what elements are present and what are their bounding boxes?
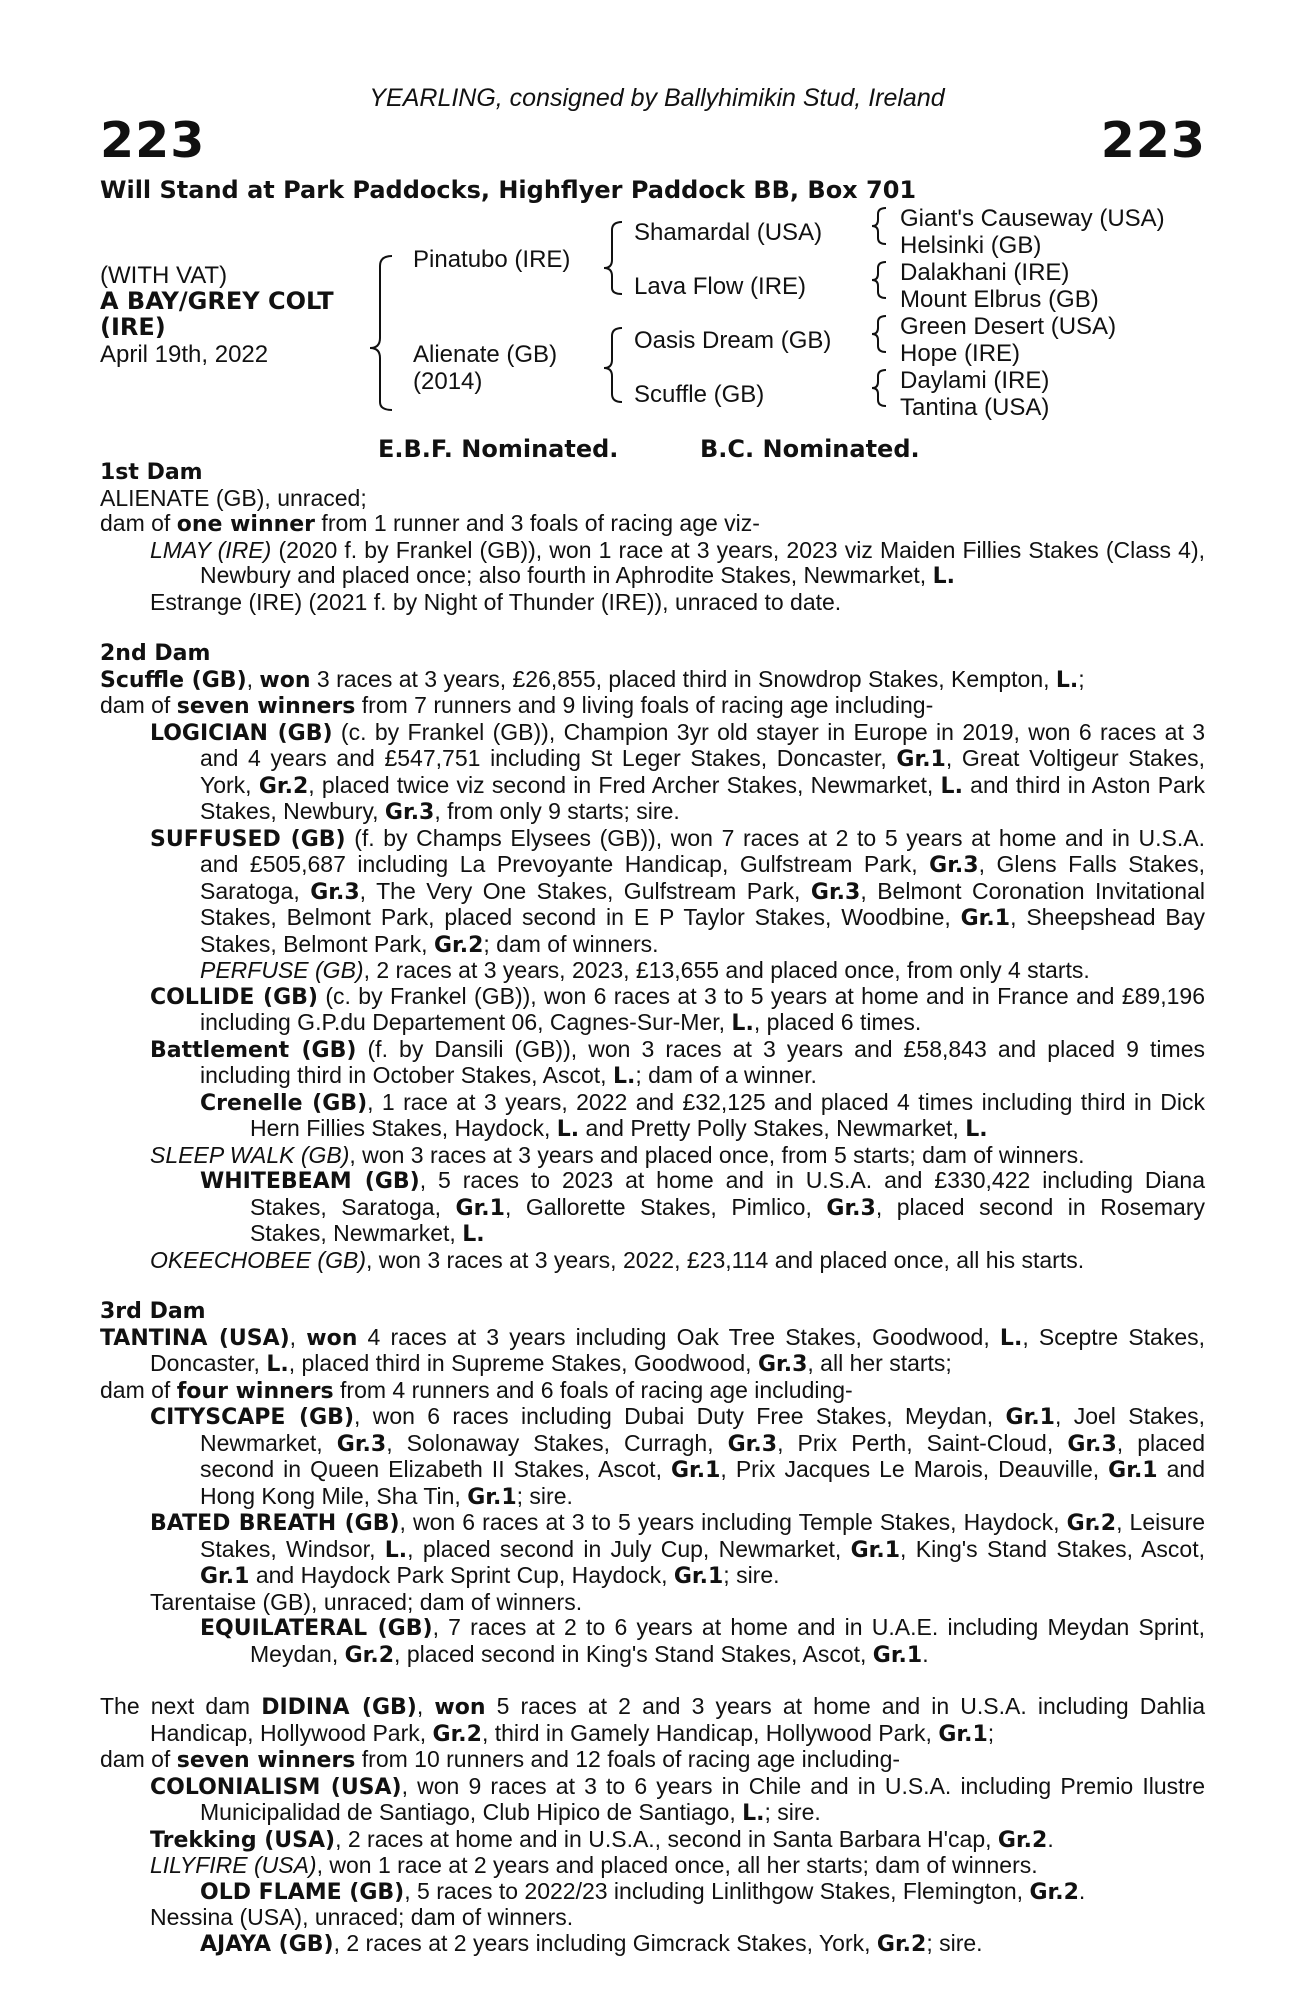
list-item: LILYFIRE (USA), won 1 race at 2 years and placed once, all her starts; dam of winners. bbox=[150, 1852, 1038, 1878]
dam-sire-sire: Green Desert (USA) bbox=[900, 313, 1117, 340]
list-item: BATED BREATH (GB), won 6 races at 3 to 5 years including Temple Stakes, Haydock, Gr.2, Leisure Stakes, Windsor, L., placed second in July Cup, Newmarket, Gr.1, King's Stand Stakes, Ascot, Gr.1 and Haydock Park Sprint Cup, Haydock, Gr.1; sire. bbox=[150, 1509, 1205, 1589]
list-item: Nessina (USA), unraced; dam of winners. bbox=[150, 1904, 574, 1930]
horse-description-origin: (IRE) bbox=[100, 313, 166, 341]
list-item: OKEECHOBEE (GB), won 3 races at 3 years, 2022, £23,114 and placed once, all his starts. bbox=[150, 1246, 1085, 1273]
dam-dam-sire: Daylami (IRE) bbox=[900, 367, 1050, 394]
next-dam-line: The next dam DIDINA (GB), won 5 races at 2 and 3 years at home and in U.S.A. including Dahlia Handicap, Hollywood Park, Gr.2, third in Gamely Handicap, Hollywood Park, Gr.1; bbox=[100, 1693, 1205, 1747]
ebf-nomination: E.B.F. Nominated. bbox=[378, 435, 619, 463]
sire-sire-dam: Helsinki (GB) bbox=[900, 232, 1042, 259]
first-dam-heading: 1st Dam bbox=[100, 460, 203, 485]
bc-nomination: B.C. Nominated. bbox=[700, 435, 920, 463]
sire-dam: Lava Flow (IRE) bbox=[634, 273, 807, 300]
dam-dam: Scuffle (GB) bbox=[634, 381, 765, 408]
first-dam-line: ALIENATE (GB), unraced; bbox=[100, 484, 367, 511]
lot-number-left: 223 bbox=[100, 112, 206, 169]
list-item: Trekking (USA), 2 races at home and in U.S.A., second in Santa Barbara H'cap, Gr.2. bbox=[150, 1825, 1054, 1853]
sire: Pinatubo (IRE) bbox=[413, 246, 571, 273]
dam-dam-dam: Tantina (USA) bbox=[900, 394, 1050, 421]
list-item: SUFFUSED (GB) (f. by Champs Elysees (GB)), won 7 races at 2 to 5 years at home and in U.S.A. and £505,687 including La Prevoyante Handicap, Gulfstream Park, Gr.3, Glens Falls Stakes, Saratoga, Gr.3, The Very One Stakes, Gulfstream Park, Gr.3, Belmont Coronation Invitational Stakes, Belmont Park, placed second in E P Taylor Stakes, Woodbine, Gr.1, Sheepshead Bay Stakes, Belmont Park, Gr.2; dam of winners. bbox=[150, 824, 1206, 958]
sire-sire: Shamardal (USA) bbox=[634, 219, 823, 246]
vat-label: (WITH VAT) bbox=[100, 262, 228, 289]
dam-sire: Oasis Dream (GB) bbox=[634, 327, 832, 354]
first-dam-produce: dam of one winner from 1 runner and 3 foals of racing age viz- bbox=[100, 510, 760, 537]
third-dam-produce: dam of four winners from 4 runners and 6 foals of racing age including- bbox=[100, 1376, 853, 1404]
stand-location: Will Stand at Park Paddocks, Highflyer Paddock BB, Box 701 bbox=[100, 176, 917, 204]
catalogue-body bbox=[100, 460, 1205, 1957]
list-item: WHITEBEAM (GB), 5 races to 2023 at home and in U.S.A. and £330,422 including Diana Stakes, Saratoga, Gr.1, Gallorette Stakes, Pimlico, Gr.3, placed second in Rosemary Stakes, Newmarket, L. bbox=[200, 1167, 1205, 1247]
sire-dam-sire: Dalakhani (IRE) bbox=[900, 259, 1070, 286]
consignment-line: YEARLING, consigned by Ballyhimikin Stud, Ireland bbox=[369, 84, 945, 112]
second-dam-line: Scuffle (GB), won 3 races at 3 years, £26,855, placed third in Snowdrop Stakes, Kempton, L.; bbox=[100, 665, 1085, 693]
third-dam-heading: 3rd Dam bbox=[100, 1299, 206, 1324]
list-item: LMAY (IRE) (2020 f. by Frankel (GB)), won 1 race at 3 years, 2023 viz Maiden Fillies Stakes (Class 4), Newbury and placed once; also fourth in Aphrodite Stakes, Newmarket, L. bbox=[150, 536, 1206, 589]
list-item: Estrange (IRE) (2021 f. by Night of Thunder (IRE)), unraced to date. bbox=[150, 588, 842, 615]
next-dam-produce: dam of seven winners from 10 runners and 12 foals of racing age including- bbox=[100, 1746, 901, 1773]
list-item: LOGICIAN (GB) (c. by Frankel (GB)), Champion 3yr old stayer in Europe in 2019, won 6 races at 3 and 4 years and £547,751 including St Leger Stakes, Doncaster, Gr.1, Great Voltigeur Stakes, York, Gr.2, placed twice viz second in Fred Archer Stakes, Newmarket, L. and third in Aston Park Stakes, Newbury, Gr.3, from only 9 starts; sire. bbox=[150, 718, 1206, 825]
dam-year: (2014) bbox=[413, 368, 483, 395]
list-item: PERFUSE (GB), 2 races at 3 years, 2023, £13,655 and placed once, from only 4 starts. bbox=[200, 957, 1090, 983]
sire-sire-sire: Giant's Causeway (USA) bbox=[900, 205, 1165, 232]
horse-description: A BAY/GREY COLT bbox=[100, 287, 334, 315]
list-item: AJAYA (GB), 2 races at 2 years including Gimcrack Stakes, York, Gr.2; sire. bbox=[200, 1929, 983, 1957]
second-dam-heading: 2nd Dam bbox=[100, 641, 211, 666]
list-item: OLD FLAME (GB), 5 races to 2022/23 including Linlithgow Stakes, Flemington, Gr.2. bbox=[200, 1877, 1086, 1905]
list-item: Crenelle (GB), 1 race at 3 years, 2022 and £32,125 and placed 4 times including third in Dick Hern Fillies Stakes, Haydock, L. and Pretty Polly Stakes, Newmarket, L. bbox=[200, 1088, 1205, 1142]
lot-number-right: 223 bbox=[1100, 112, 1206, 169]
list-item: SLEEP WALK (GB), won 3 races at 3 years and placed once, from 5 starts; dam of winners. bbox=[150, 1141, 1085, 1168]
list-item: CITYSCAPE (GB), won 6 races including Dubai Duty Free Stakes, Meydan, Gr.1, Joel Stakes, Newmarket, Gr.3, Solonaway Stakes, Curragh, Gr.3, Prix Perth, Saint-Cloud, Gr.3, placed second in Queen Elizabeth II Stakes, Ascot, Gr.1, Prix Jacques Le Marois, Deauville, Gr.1 and Hong Kong Mile, Sha Tin, Gr.1; sire. bbox=[150, 1403, 1205, 1510]
list-item: EQUILATERAL (GB), 7 races at 2 to 6 years at home and in U.A.E. including Meydan Sprint, Meydan, Gr.2, placed second in King's Stand Stakes, Ascot, Gr.1. bbox=[200, 1614, 1205, 1668]
date-of-birth: April 19th, 2022 bbox=[100, 341, 269, 368]
second-dam-produce: dam of seven winners from 7 runners and 9 living foals of racing age including- bbox=[100, 692, 934, 719]
list-item: COLONIALISM (USA), won 9 races at 3 to 6 years in Chile and in U.S.A. including Premio Ilustre Municipalidad de Santiago, Club Hipico de Santiago, L.; sire. bbox=[150, 1772, 1205, 1826]
list-item: COLLIDE (GB) (c. by Frankel (GB)), won 6 races at 3 to 5 years at home and in France and £89,196 including G.P.du Departement 06, Cagnes-Sur-Mer, L., placed 6 times. bbox=[150, 982, 1205, 1036]
list-item: Battlement (GB) (f. by Dansili (GB)), won 3 races at 3 years and £58,843 and placed 9 times including third in October Stakes, Ascot, L.; dam of a winner. bbox=[150, 1035, 1205, 1089]
third-dam-line: TANTINA (USA), won 4 races at 3 years including Oak Tree Stakes, Goodwood, L., Sceptre Stakes, Doncaster, L., placed third in Supreme Stakes, Goodwood, Gr.3, all her starts; bbox=[100, 1323, 1206, 1377]
dam: Alienate (GB) bbox=[413, 341, 558, 368]
dam-sire-dam: Hope (IRE) bbox=[900, 340, 1021, 367]
list-item: Tarentaise (GB), unraced; dam of winners. bbox=[150, 1588, 583, 1615]
sire-dam-dam: Mount Elbrus (GB) bbox=[900, 286, 1099, 313]
